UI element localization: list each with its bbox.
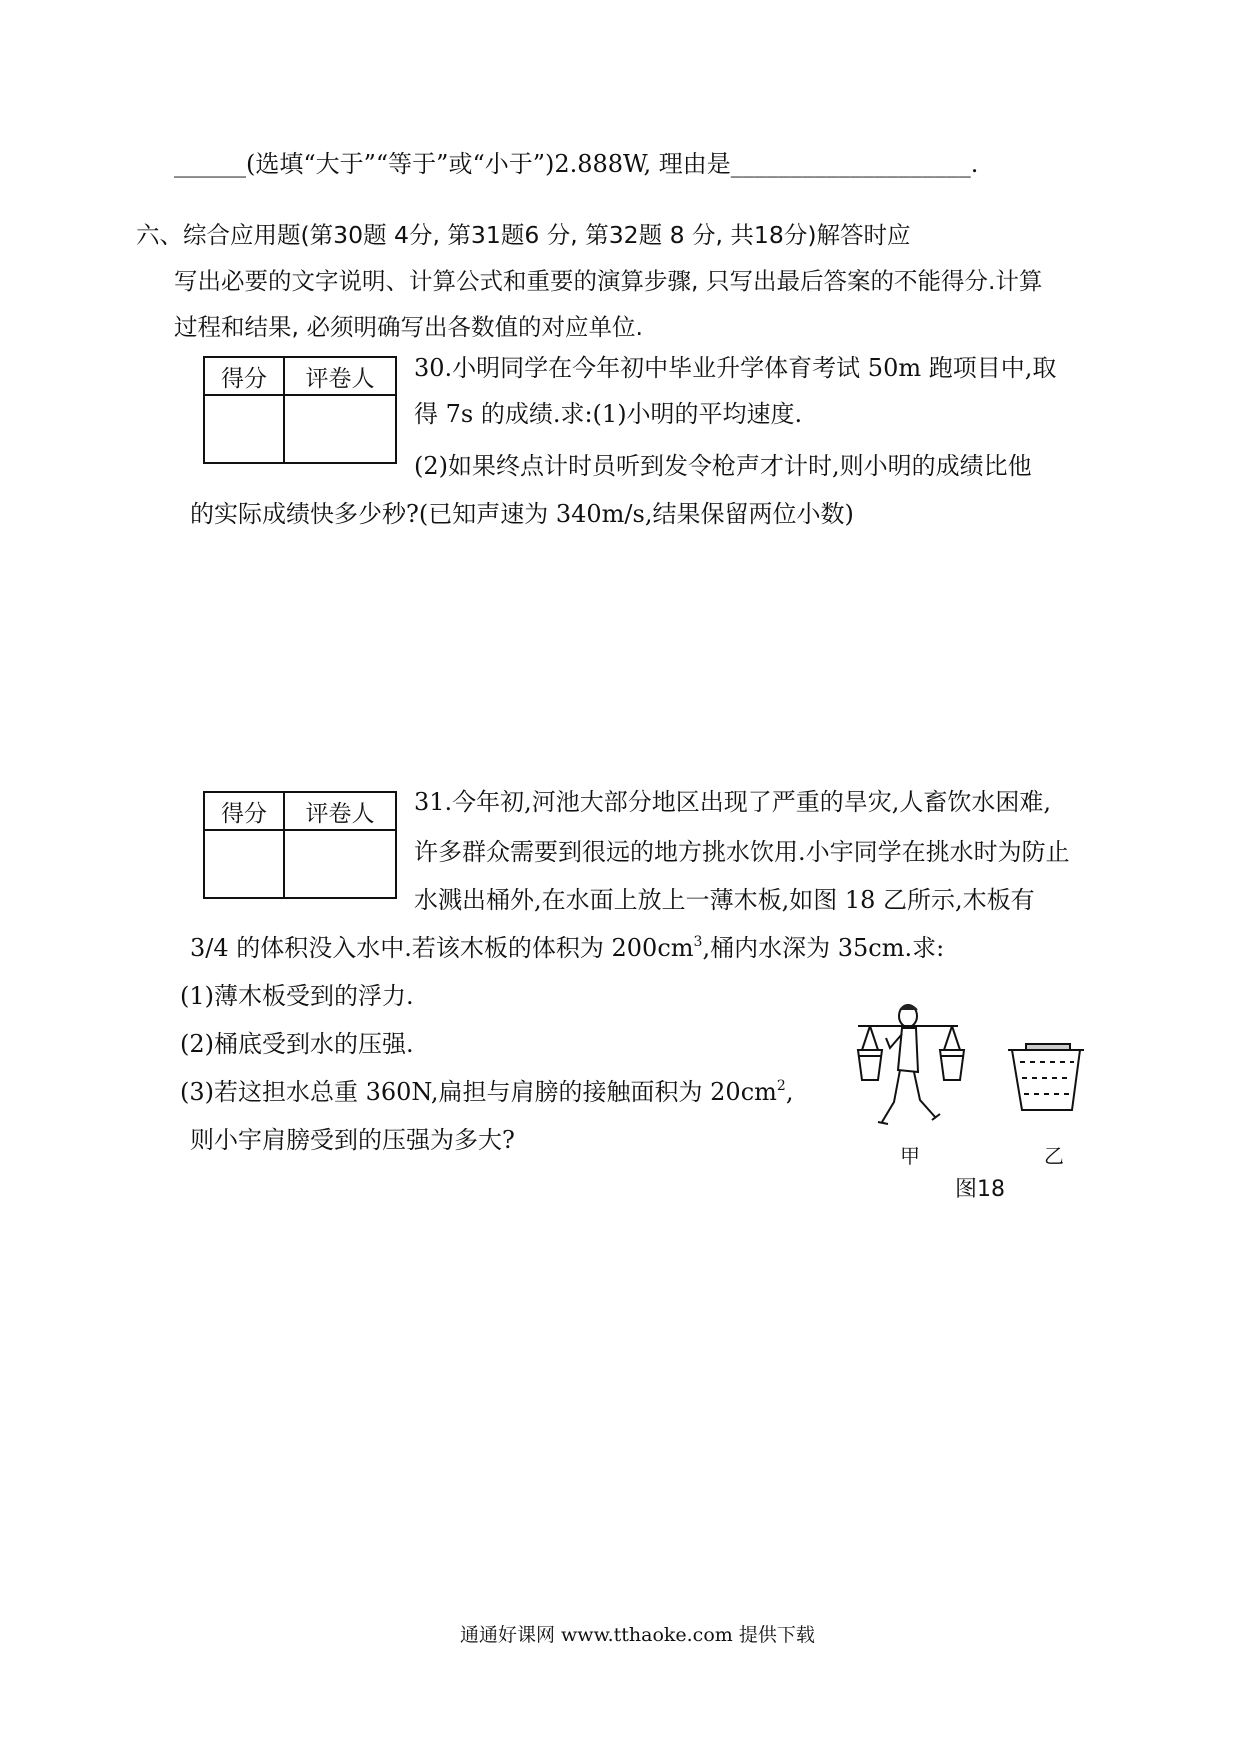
q30-line4: 的实际成绩快多少秒?(已知声速为 340m/s,结果保留两位小数) <box>190 500 854 528</box>
square-superscript: 2 <box>776 1078 786 1094</box>
grader-cell <box>284 395 396 463</box>
figure-caption: 图18 <box>955 1177 1005 1202</box>
figure-18 <box>840 990 1140 1200</box>
q31-sub3 <box>180 1076 793 1108</box>
q31-line2: 许多群众需要到很远的地方挑水饮用.小宇同学在挑水时为防止 <box>414 838 1070 866</box>
section6-line1: 六、综合应用题(第30题 4分, 第31题6 分, 第32题 8 分, 共18分)解答时应 <box>136 221 911 249</box>
footer-credit: 通通好课网 www.tthaoke.com 提供下载 <box>460 1624 815 1646</box>
section6-line2: 写出必要的文字说明、计算公式和重要的演算步骤, 只写出最后答案的不能得分.计算 <box>174 267 1043 295</box>
q31-line4 <box>190 932 944 964</box>
section6-line3: 过程和结果, 必须明确写出各数值的对应单位. <box>174 313 643 341</box>
q31-sub3-comma: , <box>785 1078 794 1106</box>
score-table-q31 <box>203 791 397 899</box>
q31-line4-text: 3/4 的体积没入水中.若该木板的体积为 200cm <box>190 934 694 962</box>
score-header: 得分 <box>204 357 284 395</box>
q31-line3: 水溅出桶外,在水面上放上一薄木板,如图 18 乙所示,木板有 <box>414 886 1035 914</box>
score-table-q30 <box>203 356 397 464</box>
bucket-with-board-drawing <box>1008 1044 1084 1110</box>
q31-line4-text-end: ,桶内水深为 35cm.求: <box>702 934 945 962</box>
reason-blank: ____________________ <box>730 150 971 178</box>
figure-label-jia: 甲 <box>900 1144 920 1168</box>
q30-line3: (2)如果终点计时员听到发令枪声才计时,则小明的成绩比他 <box>414 452 1032 480</box>
q31-line1: 31.今年初,河池大部分地区出现了严重的旱灾,人畜饮水困难, <box>414 788 1052 816</box>
q30-line2: 得 7s 的成绩.求:(1)小明的平均速度. <box>414 400 803 428</box>
figure-label-yi: 乙 <box>1044 1144 1064 1168</box>
grader-header: 评卷人 <box>284 792 396 830</box>
answer-blank: ______ <box>174 150 246 178</box>
cubic-superscript: 3 <box>693 934 703 950</box>
line-end: . <box>970 150 979 178</box>
grader-header: 评卷人 <box>284 357 396 395</box>
q31-sub1: (1)薄木板受到的浮力. <box>180 982 414 1010</box>
grader-cell <box>284 830 396 898</box>
q31-sub3-line2: 则小宇肩膀受到的压强为多大? <box>190 1126 515 1154</box>
score-cell <box>204 830 284 898</box>
q31-sub2: (2)桶底受到水的压强. <box>180 1030 414 1058</box>
top-fill-line <box>174 148 978 180</box>
person-carrying-water-drawing <box>858 1005 964 1124</box>
q31-sub3-text: (3)若这担水总重 360N,扁担与肩膀的接触面积为 20cm <box>180 1078 777 1106</box>
fill-instruction: (选填“大于”“等于”或“小于”)2.888W, 理由是 <box>246 150 731 178</box>
q30-line1: 30.小明同学在今年初中毕业升学体育考试 50m 跑项目中,取 <box>414 354 1057 382</box>
score-cell <box>204 395 284 463</box>
score-header: 得分 <box>204 792 284 830</box>
